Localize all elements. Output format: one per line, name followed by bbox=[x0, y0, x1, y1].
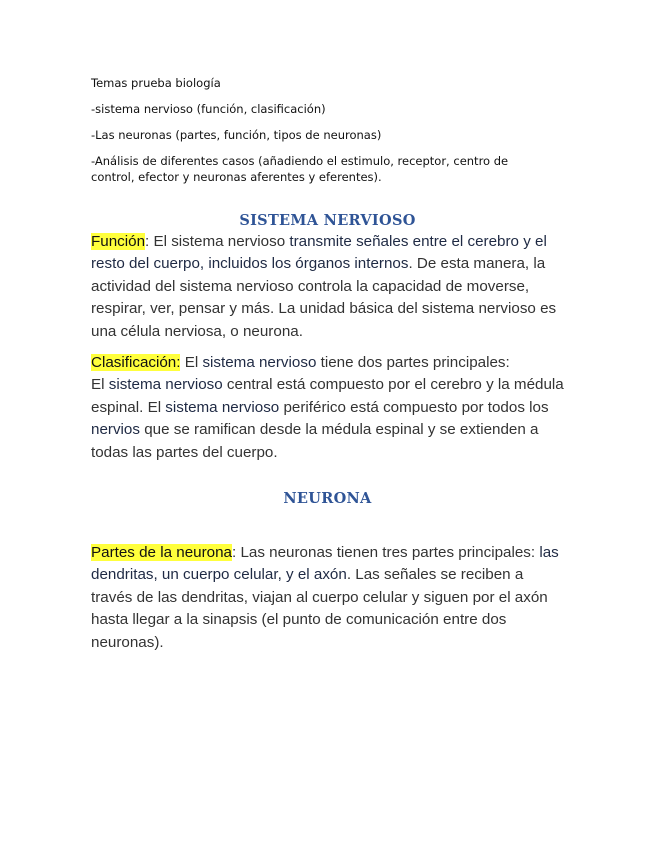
text-run: central está compuesto por el cerebro y la médula espinal. El bbox=[91, 376, 564, 416]
highlight-label-funcion: Función bbox=[91, 233, 146, 250]
notes-item-3-line-1: -Análisis de diferentes casos (añadiendo el estimulo, receptor, centro de bbox=[91, 154, 509, 168]
text-run: El bbox=[91, 376, 109, 394]
text-run: : El sistema nervioso bbox=[145, 233, 290, 250]
text-run: : Las neuronas tienen tres partes principales: bbox=[232, 544, 540, 561]
text-run: . De esta manera, la actividad del sistema nervioso controla la capacidad de moverse, respirar, ver, pensar y más. La unidad básica del sistema nervioso es una célula nerviosa, o neurona. bbox=[91, 255, 557, 340]
text-run: tiene dos partes principales: bbox=[316, 354, 510, 371]
notes-item-1: -sistema nervioso (función, clasificación) bbox=[91, 102, 326, 116]
paragraph-funcion bbox=[91, 231, 566, 343]
highlight-label-clasificacion: Clasificación: bbox=[91, 354, 181, 371]
section-heading-sistema-nervioso: SISTEMA NERVIOSO bbox=[239, 212, 416, 229]
text-run: sistema nervioso bbox=[165, 398, 280, 416]
paragraph-partes-neurona bbox=[91, 542, 566, 654]
section-heading-neurona: NEURONA bbox=[283, 490, 372, 507]
text-run: las dendritas, un cuerpo celular, y el axón bbox=[91, 544, 559, 584]
notes-title: Temas prueba biología bbox=[91, 76, 221, 90]
text-run: sistema nervioso bbox=[202, 354, 317, 371]
text-run: sistema nervioso bbox=[108, 376, 223, 394]
paragraph-clasificacion bbox=[91, 352, 566, 464]
text-run: que se ramifican desde la médula espinal y se extienden a todas las partes del cuerpo. bbox=[91, 421, 539, 461]
notes-item-2: -Las neuronas (partes, función, tipos de neuronas) bbox=[91, 128, 382, 142]
text-run: nervios bbox=[91, 421, 140, 439]
notes-item-3 bbox=[91, 153, 561, 185]
text-run: periférico está compuesto por todos los bbox=[279, 398, 549, 416]
notes-item-3-line-2: control, efector y neuronas aferentes y eferentes). bbox=[91, 170, 382, 184]
text-run: transmite señales entre el cerebro y el resto del cuerpo, incluidos los órganos internos bbox=[91, 233, 547, 273]
text-run: . Las señales se reciben a través de las dendritas, viajan al cuerpo celular y siguen por el axón hasta llegar a la sinapsis (el punto de comunicación entre dos neuronas). bbox=[91, 566, 548, 651]
highlight-label-partes: Partes de la neurona bbox=[91, 544, 233, 561]
text-run: El bbox=[180, 354, 203, 371]
